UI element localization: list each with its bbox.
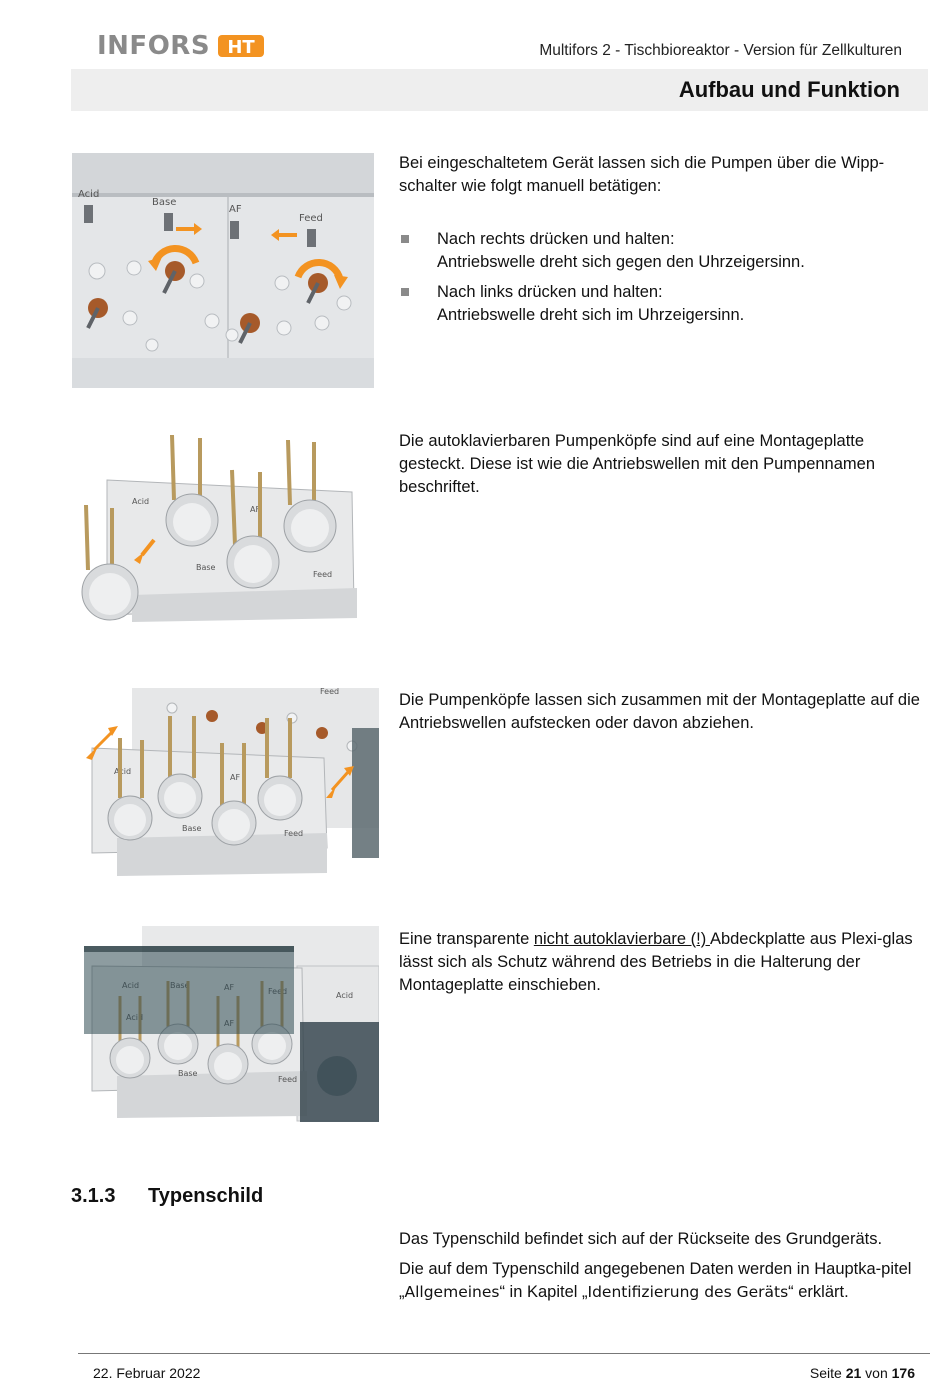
paragraph-text: Die auf dem Typenschild angegebenen Daten werden in Hauptka-pitel „ <box>399 1260 912 1301</box>
page-number <box>810 1365 915 1381</box>
label-af: AF <box>229 204 242 215</box>
protective-cover-figure <box>72 926 379 1126</box>
label-base: Base <box>152 197 177 208</box>
label-acid: Acid <box>78 189 100 200</box>
mounting-description: Die Pumpenköpfe lassen sich zusammen mit der Montageplatte auf die Antriebswellen aufstecken oder davon abziehen. <box>399 691 920 732</box>
label-base: Base <box>196 563 216 572</box>
ht-logo-text: HT <box>227 37 255 58</box>
paragraph-text: “ in Kapitel „ <box>499 1283 588 1301</box>
cover-text-underlined: nicht autoklavierbare (!) <box>533 930 710 948</box>
cover-text-pre: Eine transparente <box>399 930 534 948</box>
switch-intro: Bei eingeschaltetem Gerät lassen sich die Pumpen über die Wipp-schalter wie folgt manuell betätigen: <box>399 154 885 195</box>
logo-wordmark: INFORS <box>97 31 211 61</box>
section-paragraph-2 <box>399 1258 929 1304</box>
chapter-bar <box>71 69 928 111</box>
label-base: Base <box>178 1069 198 1078</box>
label-feed: Feed <box>284 829 304 838</box>
section-number: 3.1.3 <box>71 1185 116 1207</box>
page-prefix: Seite <box>809 1365 846 1381</box>
cover-text-post: Abdeckplatte aus Plexi-glas lässt sich als Schutz während des Betriebs in die Halterung der Montageplatte einschieben. <box>399 930 913 994</box>
page-current: 21 <box>845 1365 862 1381</box>
bullet-line: Antriebswelle dreht sich im Uhrzeigersinn. <box>437 306 745 324</box>
label-feed: Feed <box>313 570 333 579</box>
section-heading <box>71 1185 263 1208</box>
switch-instructions <box>399 152 929 334</box>
plexiglass-cover <box>84 946 294 1034</box>
footer-date: 22. Februar 2022 <box>93 1365 201 1381</box>
label-af: AF <box>230 773 241 782</box>
infors-ht-logo <box>97 31 266 61</box>
label-feed: Feed <box>278 1075 298 1084</box>
bullet-line: Nach rechts drücken und halten: <box>437 230 675 248</box>
ht-logo-icon <box>218 33 266 59</box>
cross-reference: Identifizierung des Geräts <box>587 1283 789 1301</box>
page-total: 176 <box>891 1365 915 1381</box>
paragraph-text: “ erklärt. <box>788 1283 849 1301</box>
switch-bullet-list <box>399 228 929 327</box>
chapter-title: Aufbau und Funktion <box>678 77 900 102</box>
pump-heads-plate-figure <box>72 430 372 630</box>
section-body <box>399 1228 929 1304</box>
section-title: Typenschild <box>148 1185 264 1207</box>
bullet-square-icon <box>401 288 409 296</box>
bullet-square-icon <box>401 235 409 243</box>
section-paragraph-1: Das Typenschild befindet sich auf der Rückseite des Grundgeräts. <box>399 1230 883 1248</box>
bullet-line: Nach links drücken und halten: <box>437 283 663 301</box>
document-title: Multifors 2 - Tischbioreaktor - Version für Zellkulturen <box>539 42 902 59</box>
cover-description <box>399 928 927 997</box>
bullet-item <box>399 281 929 327</box>
label-feed: Feed <box>320 688 340 696</box>
page-mid: von <box>861 1365 892 1381</box>
label-acid: Acid <box>132 497 150 506</box>
bullet-line: Antriebswelle dreht sich gegen den Uhrzeigersinn. <box>437 253 805 271</box>
cross-reference: Allgemeines <box>404 1283 500 1301</box>
label-base: Base <box>182 824 202 833</box>
bullet-item <box>399 228 929 274</box>
footer-divider <box>78 1353 930 1354</box>
label-af: AF <box>250 505 261 514</box>
pump-heads-mounting-figure <box>72 688 379 878</box>
label-acid: Acid <box>114 767 132 776</box>
heads-plate-description: Die autoklavierbaren Pumpenköpfe sind auf eine Montageplatte gesteckt. Diese ist wie die Antriebswellen mit den Pumpennamen beschriftet. <box>399 432 875 496</box>
label-acid: Acid <box>336 991 354 1000</box>
label-feed: Feed <box>299 213 323 224</box>
rocker-switch-figure <box>72 153 374 388</box>
